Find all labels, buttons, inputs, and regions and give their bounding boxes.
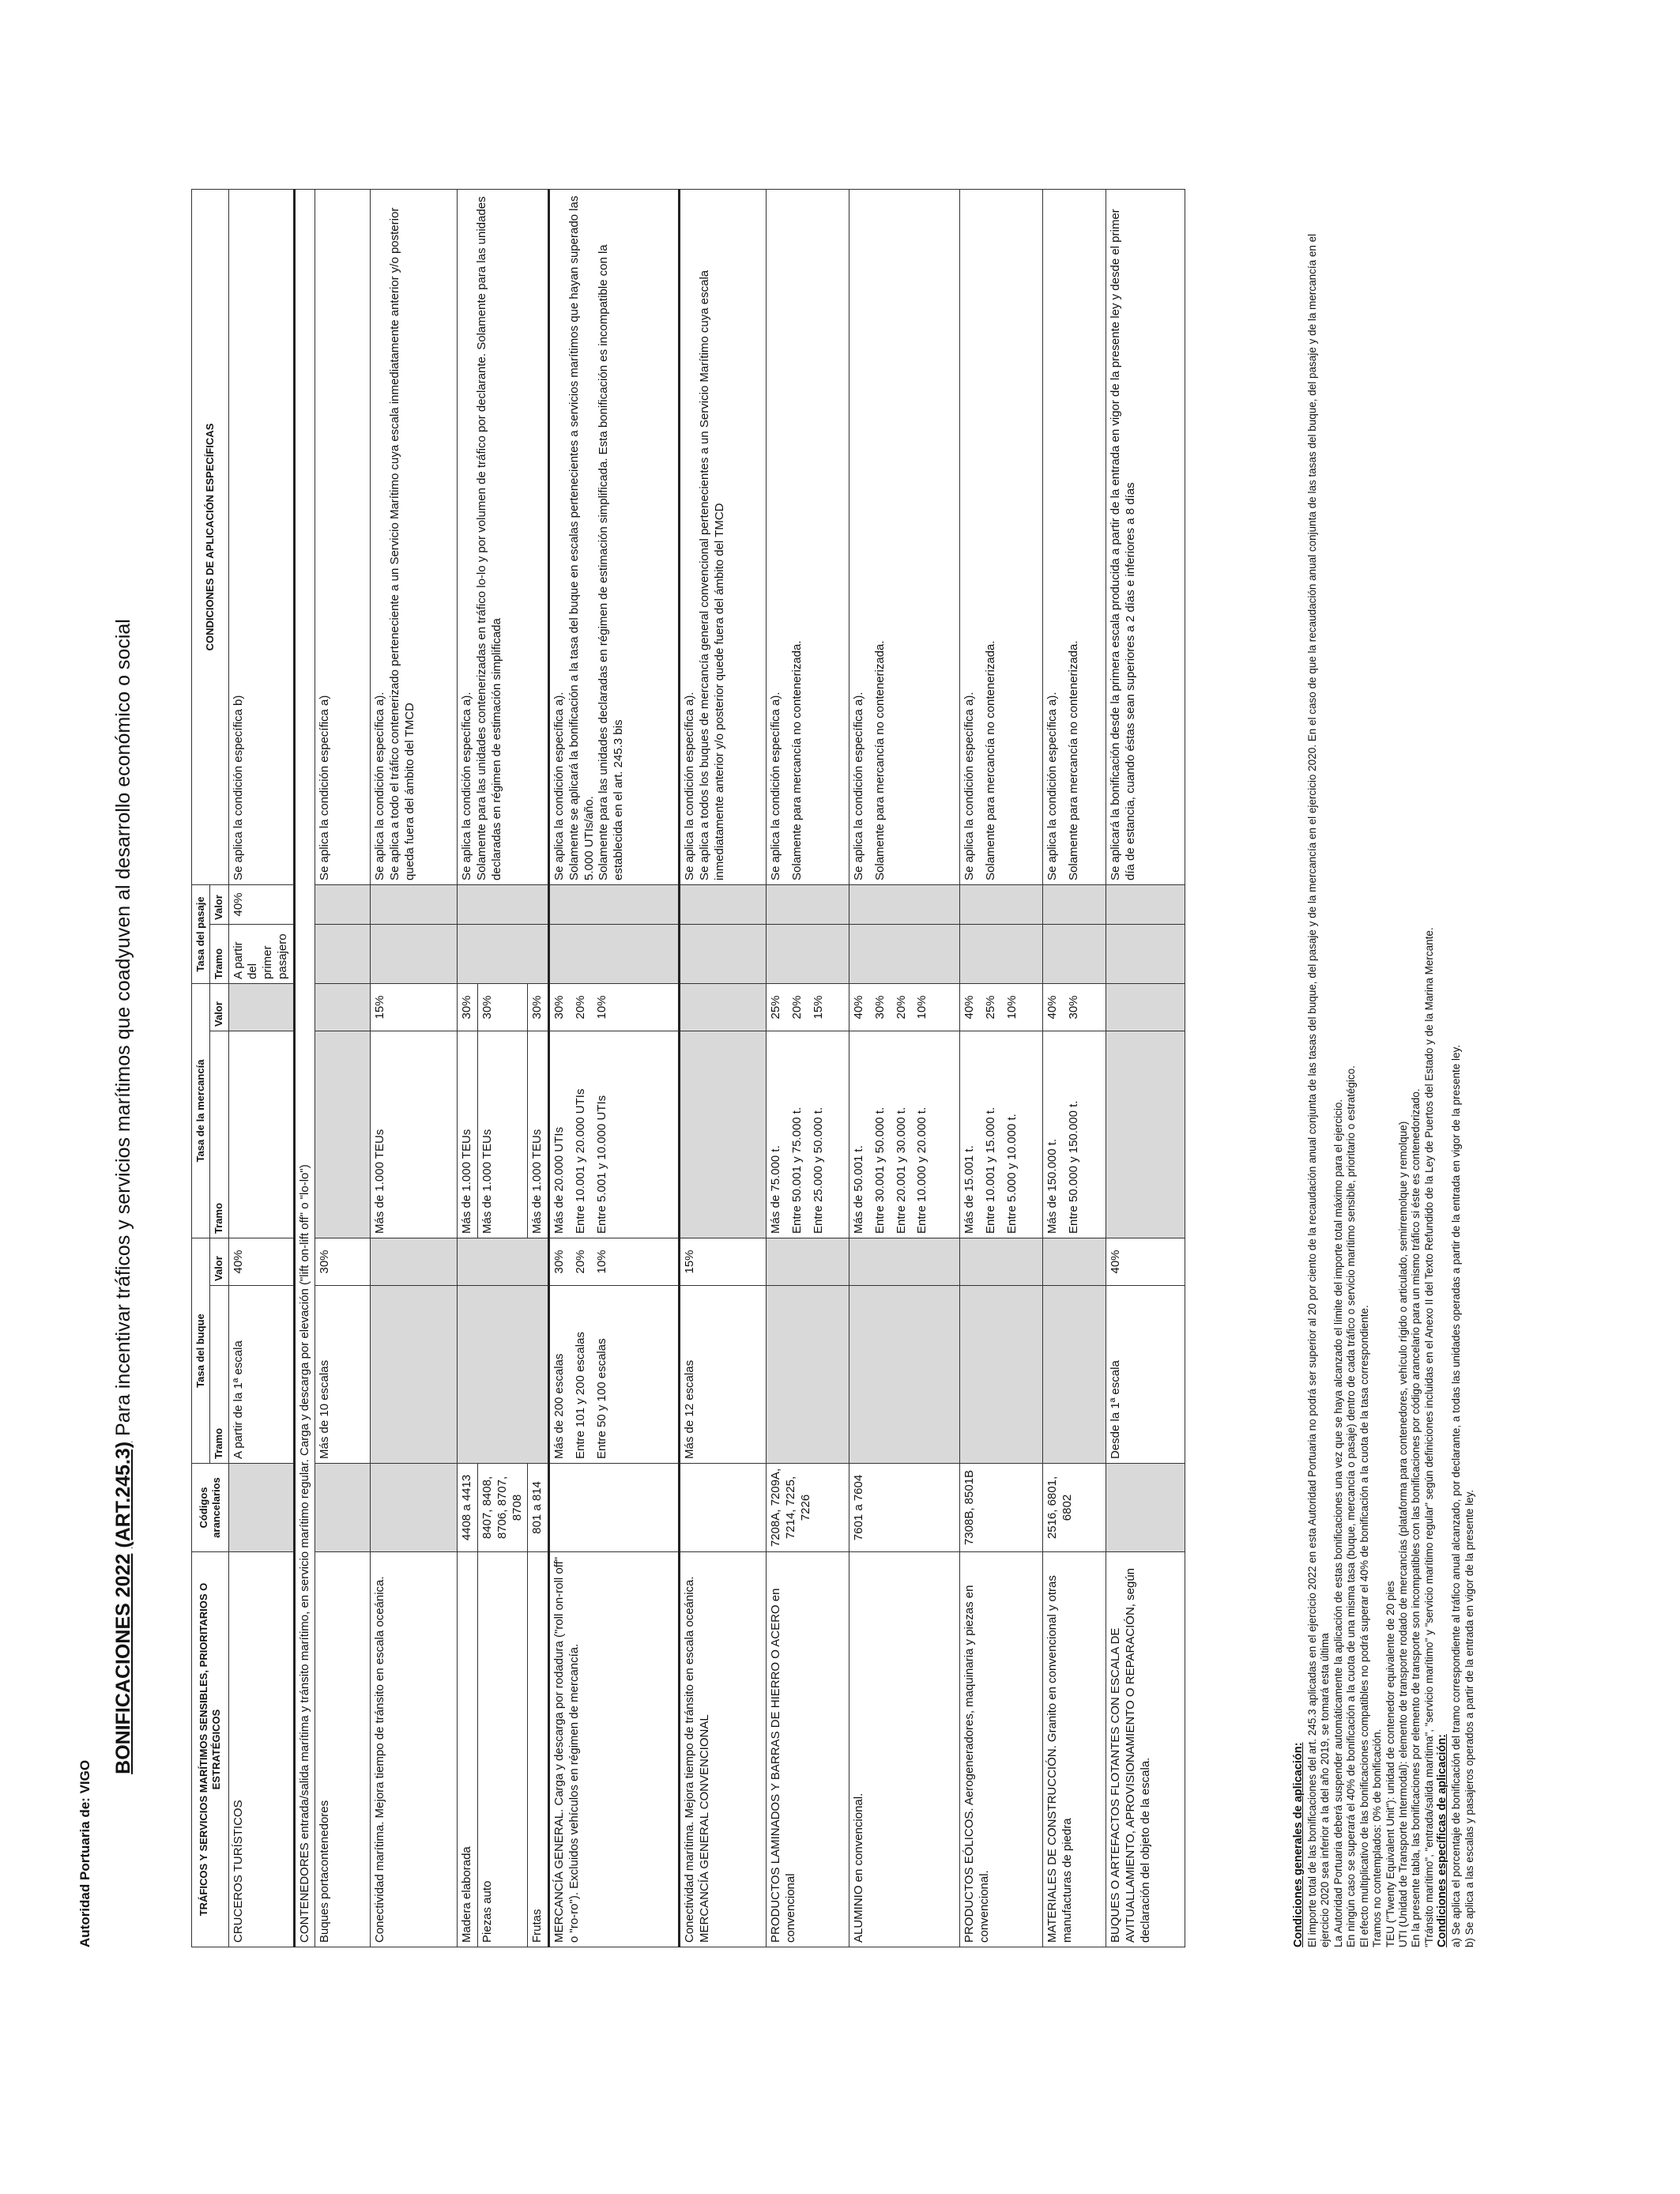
empty-cell: [549, 924, 680, 983]
merc-tramo-item: Más de 50.001 t.: [852, 1145, 865, 1234]
specific-condition: b) Se aplica a las escalas y pasajeros operados a partir de la entrada en vigor de la presente ley.: [1463, 1489, 1475, 1947]
merc-tramo-item: Entre 10.001 y 15.000 t.: [983, 1106, 997, 1234]
conectividad-conv-buque-valor: 15%: [680, 1238, 767, 1285]
empty-cell: [458, 924, 549, 983]
row-eolicos: [960, 189, 1043, 1947]
col-pasaje: Tasa del pasaje: [192, 884, 210, 983]
aluminio-merc-tramos: [849, 1031, 960, 1238]
merc-tramo-item: Entre 5.001 y 10.000 UTIs: [594, 1095, 608, 1234]
eolicos-codes: 7308B, 8501B: [960, 1464, 1043, 1552]
aluminio-cond: [849, 189, 960, 884]
merc-valor-item: 10%: [915, 995, 929, 1020]
general-condition: En ningún caso se superará el 40% de bonificación a la cuota de una misma tasa (buque, mercancía o pasaje) dentro de cada tráfico o servicio marítimo sensible, prioritario o estratégico.: [1345, 1065, 1358, 1947]
empty-cell: [228, 983, 294, 1031]
conectividad-oce-merc-valor: 15%: [371, 983, 458, 1031]
merc-tramo-item: Entre 5.000 y 10.000 t.: [1004, 1114, 1019, 1234]
eolicos-name: PRODUCTOS EÓLICOS. Aerogeneradores, maquinaria y piezas en convencional.: [960, 1552, 1043, 1947]
empty-cell: [1106, 1464, 1185, 1552]
mercancia-general-buque-tramos: [549, 1286, 680, 1464]
empty-cell: [680, 983, 767, 1031]
madera-group-cond: Se aplica la condición específica a). Solamente para las unidades contenerizadas en tráfico lo-lo y por volumen de tráfico por declarante. Solamente para las unidades declaradas en régimen de estimación simplificada: [458, 189, 549, 884]
general-conditions-title: Condiciones generales de aplicación:: [1292, 1742, 1305, 1947]
empty-cell: [228, 1464, 294, 1552]
laminados-cond1: Se aplica la condición específica a).: [769, 692, 782, 880]
madera-name: Madera elaborada: [458, 1552, 478, 1947]
flotantes-buque-valor: 40%: [1106, 1238, 1185, 1285]
empty-cell: [1106, 983, 1185, 1031]
merc-tramo-item: Entre 50.000 y 150.000 t.: [1066, 1100, 1080, 1234]
pasaje-valor-header: Valor: [210, 884, 228, 924]
buque-valor-item: 20%: [573, 1250, 587, 1274]
frutas-merc-valor: 30%: [528, 983, 549, 1031]
empty-cell: [767, 924, 849, 983]
aluminio-cond2: Solamente para mercancía no contenerizada.: [872, 640, 887, 880]
row-aluminio: [849, 189, 960, 1947]
aluminio-name: ALUMINIO en convencional.: [849, 1552, 960, 1947]
merc-valor-item: 40%: [1045, 995, 1059, 1020]
row-contenedores-header: [294, 189, 315, 1947]
col-traficos: TRÁFICOS Y SERVICIOS MARÍTIMOS SENSIBLES, PRIORITARIOS O ESTRATÉGICOS: [192, 1552, 229, 1947]
general-condition: UTI (Unidad de Transporte Intermodal): elemento de transporte rodado de mercancías (plataforma para contenedores, vehículo rígido o articulado, semirremolque y remolque): [1396, 1121, 1409, 1947]
laminados-cond: [767, 189, 849, 884]
col-buque: Tasa del buque: [192, 1238, 210, 1463]
cruceros-pasaje-tramo: A partir del primer pasajero: [228, 924, 294, 983]
buque-tramo-item: Entre 101 y 200 escalas: [573, 1332, 587, 1459]
general-condition: "Tránsito marítimo", "entrada/salida marítima", "servicio marítimo" y "servicio marítimo regular" según definiciones incluidas en el Anexo II del Texto Refundido de la Ley de Puertos del Estado y de la Marina Mercante.: [1422, 927, 1435, 1947]
merc-valor-item: 25%: [983, 995, 997, 1020]
empty-cell: [849, 1286, 960, 1464]
row-flotantes: [1106, 189, 1185, 1947]
eolicos-cond1: Se aplica la condición específica a).: [962, 692, 976, 880]
row-materiales: [1043, 189, 1106, 1947]
merc-tramo-item: Más de 75.000 t.: [769, 1145, 782, 1234]
portacontenedores-name: Buques portacontenedores: [315, 1552, 371, 1947]
laminados-name: PRODUCTOS LAMINADOS Y BARRAS DE HIERRO O ACERO en convencional: [767, 1552, 849, 1947]
eolicos-merc-valores: [960, 983, 1043, 1031]
empty-cell: [767, 884, 849, 924]
piezas-name: Piezas auto: [478, 1552, 528, 1947]
empty-cell: [960, 1238, 1043, 1285]
merc-valor-item: 25%: [769, 995, 782, 1020]
flotantes-name: BUQUES O ARTEFACTOS FLOTANTES CON ESCALA DE AVITUALLAMIENTO, APROVISIONAMIENTO O REPARACIÓN, según declaración del objeto de la escala.: [1106, 1552, 1185, 1947]
merc-valor-item: 40%: [962, 995, 976, 1020]
specific-conditions-title: Condiciones específicas de aplicación:: [1436, 1734, 1449, 1947]
aluminio-merc-valores: [849, 983, 960, 1031]
port-authority-label: Autoridad Portuaria de: VIGO: [77, 1759, 92, 1947]
empty-cell: [1106, 924, 1185, 983]
empty-cell: [1043, 924, 1106, 983]
conditions-block: [1292, 209, 1476, 1947]
title-art: (ART.245.3): [112, 1441, 134, 1548]
merc-tramo-item: Más de 20.000 UTIs: [552, 1126, 566, 1234]
empty-cell: [371, 924, 458, 983]
mercancia-general-buque-valores: [549, 1238, 680, 1285]
piezas-merc-valor: 30%: [478, 983, 528, 1031]
specific-condition: a) Se aplica el porcentaje de bonificación del tramo correspondiente al tráfico anual alcanzado, por declarante, a todas las unidades operadas a partir de la entrada en vigor de la presente ley.: [1450, 1045, 1463, 1947]
general-condition: La Autoridad Portuaria deberá suspender automáticamente la aplicación de estas bonificaciones una vez que se haya alcanzado el límite del importe total máximo para el ejercicio.: [1332, 1099, 1344, 1947]
merc-tramo-item: Entre 30.001 y 50.000 t.: [872, 1106, 887, 1234]
merc-tramo-item: Entre 20.001 y 30.000 t.: [894, 1106, 908, 1234]
materiales-merc-valores: [1043, 983, 1106, 1031]
laminados-merc-valores: [767, 983, 849, 1031]
title-rest: Para incentivar tráficos y servicios marítimos que coadyuven al desarrollo económico o social: [112, 619, 134, 1436]
empty-cell: [1106, 884, 1185, 924]
madera-codes: 4408 a 4413: [458, 1464, 478, 1552]
conectividad-conv-cond: Se aplica la condición específica a). Se aplica a todos los buques de mercancía general convencional pertenecientes a un Servicio Marítimo cuya escala inmediatamente anterior y/o posterior quede fuera del ámbito del TMCD: [680, 189, 767, 884]
buque-valor-item: 30%: [552, 1250, 566, 1274]
conectividad-conv-buque-tramo: Más de 12 escalas: [680, 1286, 767, 1464]
empty-cell: [371, 884, 458, 924]
merc-tramo-item: Entre 10.000 y 20.000 t.: [915, 1106, 929, 1234]
materiales-cond2: Solamente para mercancía no contenerizada.: [1066, 640, 1080, 880]
empty-cell: [458, 884, 549, 924]
pasaje-tramo-header: Tramo: [210, 924, 228, 983]
merc-valor-item: 40%: [852, 995, 865, 1020]
frutas-codes: 801 a 814: [528, 1464, 549, 1552]
empty-cell: [1043, 1286, 1106, 1464]
merc-valor-item: 30%: [552, 995, 566, 1020]
contenedores-header: CONTENEDORES entrada/salida marítima y tránsito marítimo, en servicio marítimo regular. Carga y descarga por elevación ("lift on-lift off" o "lo-lo"): [294, 189, 315, 1947]
conectividad-oce-merc-tramo: Más de 1.000 TEUs: [371, 1031, 458, 1238]
general-condition: TEU ("Twenty Equivalent Unit"): unidad de contenedor equivalente de 20 pies: [1384, 1581, 1396, 1947]
merc-tramo-item: Entre 10.001 y 20.000 UTIs: [573, 1088, 587, 1234]
merc-valor-item: 30%: [872, 995, 887, 1020]
merc-valor-item: 10%: [1004, 995, 1019, 1020]
empty-cell: [960, 1286, 1043, 1464]
buque-valor-header: Valor: [210, 1238, 228, 1285]
document-title: [112, 446, 135, 1947]
empty-cell: [849, 1238, 960, 1285]
merc-valor-item: 30%: [1066, 995, 1080, 1020]
col-condiciones: CONDICIONES DE APLICACIÓN ESPECÍFICAS: [192, 189, 229, 884]
empty-cell: [849, 924, 960, 983]
merc-tramo-header: Tramo: [210, 1031, 228, 1238]
empty-cell: [767, 1238, 849, 1285]
materiales-merc-tramos: [1043, 1031, 1106, 1238]
row-conectividad-oceanica: [371, 189, 458, 1947]
cruceros-name: CRUCEROS TURÍSTICOS: [228, 1552, 294, 1947]
empty-cell: [228, 1031, 294, 1238]
eolicos-merc-tramos: [960, 1031, 1043, 1238]
empty-cell: [549, 1464, 680, 1552]
merc-valor-item: 20%: [789, 995, 804, 1020]
laminados-codes: 7208A, 7209A, 7214, 7225, 7226: [767, 1464, 849, 1552]
row-portacontenedores: [315, 189, 371, 1947]
conectividad-oce-name: Conectividad marítima. Mejora tiempo de tránsito en escala oceánica.: [371, 1552, 458, 1947]
merc-valor-item: 20%: [573, 995, 587, 1020]
empty-cell: [1043, 1238, 1106, 1285]
eolicos-cond2: Solamente para mercancía no contenerizada.: [983, 640, 997, 880]
laminados-merc-tramos: [767, 1031, 849, 1238]
general-condition: Tramos no contemplados: 0% de bonificación.: [1371, 1728, 1384, 1947]
empty-cell: [680, 924, 767, 983]
empty-cell: [680, 1031, 767, 1238]
buque-tramo-item: Entre 50 y 100 escalas: [594, 1338, 608, 1459]
materiales-cond: [1043, 189, 1106, 884]
aluminio-codes: 7601 a 7604: [849, 1464, 960, 1552]
merc-tramo-item: Entre 50.001 y 75.000 t.: [789, 1106, 804, 1234]
merc-tramo-item: Entre 25.000 y 50.000 t.: [811, 1106, 825, 1234]
col-mercancia: Tasa de la mercancía: [192, 983, 210, 1238]
flotantes-buque-tramo: Desde la 1ª escala: [1106, 1286, 1185, 1464]
frutas-name: Frutas: [528, 1552, 549, 1947]
merc-tramo-item: Más de 15.001 t.: [962, 1145, 976, 1234]
merc-valor-item: 20%: [894, 995, 908, 1020]
buque-tramo-item: Más de 200 escalas: [552, 1353, 566, 1459]
buque-tramo-header: Tramo: [210, 1286, 228, 1464]
merc-tramo-item: Más de 150.000 t.: [1045, 1138, 1059, 1234]
portacontenedores-cond: Se aplica la condición específica a): [315, 189, 371, 884]
mercancia-general-cond: Se aplica la condición específica a). Solamente se aplicará la bonificación a la tasa del buque en escalas pertenecientes a servicios marítimos que hayan superado las 5.000 UTIs/año. Solamente para las unidades declaradas en régimen de estimación simplificada. Esta bonificación es incompatible con la establecida en el art. 245.3 bis: [549, 189, 680, 884]
portacontenedores-buque-valor: 30%: [315, 1238, 371, 1285]
cruceros-pasaje-valor: 40%: [228, 884, 294, 924]
mercancia-general-merc-tramos: [549, 1031, 680, 1238]
empty-cell: [315, 924, 371, 983]
empty-cell: [1106, 1031, 1185, 1238]
row-mercancia-general: [549, 189, 680, 1947]
empty-cell: [549, 884, 680, 924]
buque-valor-item: 10%: [594, 1250, 608, 1274]
conectividad-oce-cond: Se aplica la condición específica a). Se aplica a todo el tráfico contenerizado perteneciente a un Servicio Marítimo cuya escala inmediatamente anterior y/o posterior queda fuera del ámbito del TMCD: [371, 189, 458, 884]
row-laminados: [767, 189, 849, 1947]
bonificaciones-table: [191, 189, 1185, 1947]
empty-cell: [315, 1031, 371, 1238]
empty-cell: [680, 1464, 767, 1552]
col-codigos: Códigos arancelarios: [192, 1464, 229, 1552]
piezas-merc-tramo: Más de 1.000 TEUs: [478, 1031, 528, 1238]
general-condition: El importe total de las bonificaciones del art. 245.3 aplicadas en el ejercicio 2022 en esta Autoridad Portuaria no podrá ser superior al 20 por ciento de la recaudación anual conjunta de las tasas del buque, del pasaje y de la mercancía en el ejercicio 2020. En el caso de que la recaudación anual conjunta de las tasas del buque, del pasaje y de la mercancía en el ejercicio 2020 sea inferior a la del año 2019, se tomará esta última: [1305, 233, 1332, 1947]
empty-cell: [849, 884, 960, 924]
mercancia-general-name: MERCANCÍA GENERAL. Carga y descarga por rodadura ("roll on-roll off" o "ro-ro"). Excluidos vehículos en régimen de mercancía.: [549, 1552, 680, 1947]
empty-cell: [371, 1464, 458, 1552]
merc-valor-header: Valor: [210, 983, 228, 1031]
eolicos-cond: [960, 189, 1043, 884]
empty-cell: [315, 1464, 371, 1552]
empty-cell: [371, 1286, 458, 1464]
empty-cell: [315, 983, 371, 1031]
empty-cell: [371, 1238, 458, 1285]
aluminio-cond1: Se aplica la condición específica a).: [852, 692, 865, 880]
merc-valor-item: 10%: [594, 995, 608, 1020]
cruceros-cond: Se aplica la condición específica b): [228, 189, 294, 884]
title-main: BONIFICACIONES 2022: [112, 1553, 134, 1774]
madera-merc-tramo: Más de 1.000 TEUs: [458, 1031, 478, 1238]
conectividad-conv-name: Conectividad marítima. Mejora tiempo de tránsito en escala oceánica. MERCANCÍA GENERAL CONVENCIONAL: [680, 1552, 767, 1947]
cruceros-buque-tramo: A partir de la 1ª escala: [228, 1286, 294, 1464]
empty-cell: [960, 884, 1043, 924]
portacontenedores-buque-tramo: Más de 10 escalas: [315, 1286, 371, 1464]
empty-cell: [960, 924, 1043, 983]
materiales-codes: 2516, 6801, 6802: [1043, 1464, 1106, 1552]
cruceros-buque-valor: 40%: [228, 1238, 294, 1285]
row-madera: [458, 189, 478, 1947]
empty-cell: [1043, 884, 1106, 924]
piezas-codes: 8407, 8408, 8706, 8707, 8708: [478, 1464, 528, 1552]
general-condition: El efecto multiplicativo de las bonificaciones compatibles no podrá superar el 40% de bonificación a la cuota de la tasa correspondiente.: [1358, 1305, 1370, 1947]
mercancia-general-merc-valores: [549, 983, 680, 1031]
madera-merc-valor: 30%: [458, 983, 478, 1031]
materiales-name: MATERIALES DE CONSTRUCCIÓN. Granito en convencional y otras manufacturas de piedra: [1043, 1552, 1106, 1947]
header-row-1: [192, 189, 210, 1947]
empty-cell: [458, 1286, 549, 1464]
frutas-merc-tramo: Más de 1.000 TEUs: [528, 1031, 549, 1238]
row-conectividad-convencional: [680, 189, 767, 1947]
merc-valor-item: 15%: [811, 995, 825, 1020]
row-cruceros: [228, 189, 294, 1947]
empty-cell: [680, 884, 767, 924]
empty-cell: [767, 1286, 849, 1464]
materiales-cond1: Se aplica la condición específica a).: [1045, 692, 1059, 880]
laminados-cond2: Solamente para mercancía no contenerizada.: [789, 640, 804, 880]
flotantes-cond: Se aplicará la bonificación desde la primera escala producida a partir de la entrada en vigor de la presente ley y desde el primer día de estancia, cuando éstas sean superiores a 2 días e inferiores a 8 días: [1106, 189, 1185, 884]
empty-cell: [458, 1238, 549, 1285]
general-condition: En la presente tabla, las bonificaciones por elemento de transporte son incompatibles con las bonificaciones por código arancelario para un mismo tráfico si éste es contenedorizado.: [1410, 1088, 1422, 1947]
empty-cell: [315, 884, 371, 924]
